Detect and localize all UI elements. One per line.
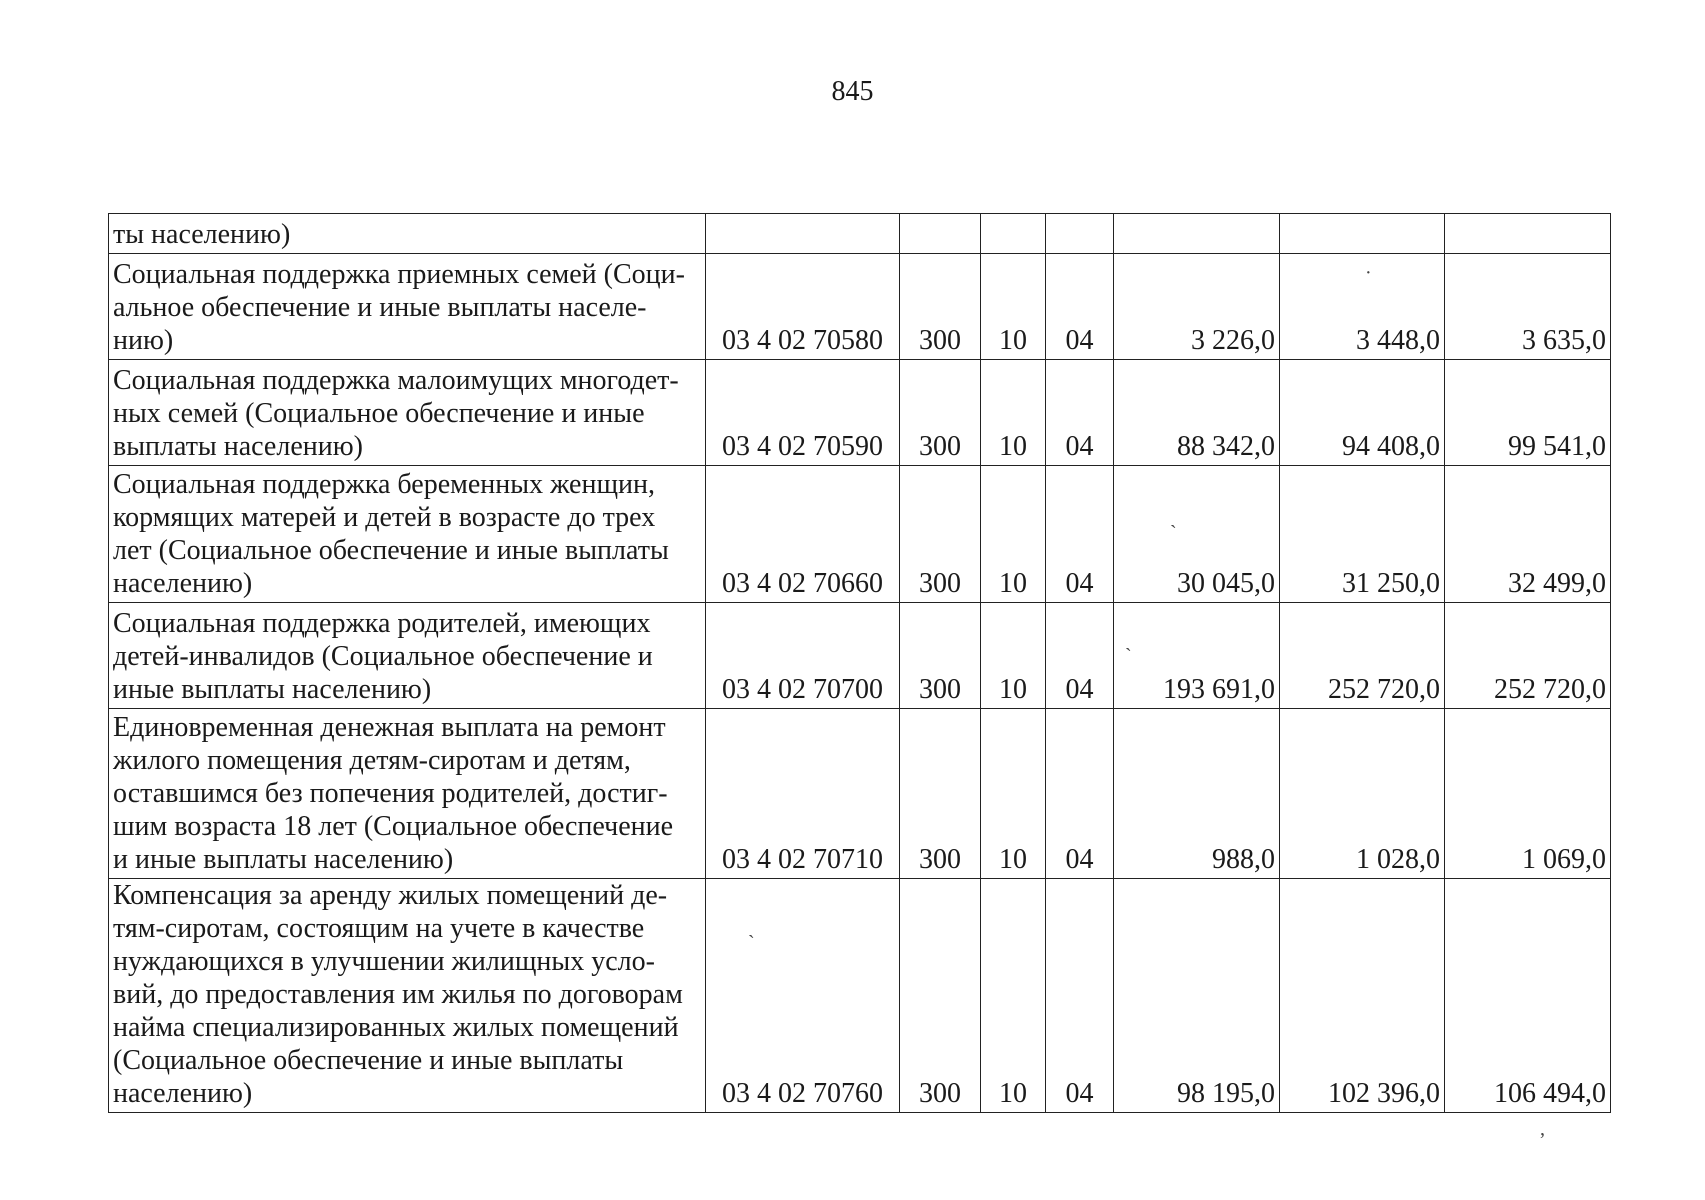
row-description: ты населению) [109,214,706,254]
row-expense-type: 300 [900,360,981,466]
table-row [109,214,1611,254]
row-amount-2: 94 408,0 [1280,360,1445,466]
row-amount-1: 30 045,0 [1114,466,1280,603]
row-subsection: 04 [1046,360,1114,466]
row-section: 10 [981,466,1046,603]
scan-speck: · [1365,262,1372,284]
row-expense-type: 300 [900,466,981,603]
row-amount-3 [1445,214,1611,254]
row-subsection: 04 [1046,254,1114,360]
table-row [109,603,1611,709]
row-subsection: 04 [1046,603,1114,709]
row-target-code: 03 4 02 70760 [706,879,900,1113]
table-row [109,879,1611,1113]
table-row [109,360,1611,466]
row-description: Единовременная денежная выплата на ремонт жилого помещения детям-сиротам и детям, оставшимся без попечения родителей, достиг- шим возраста 18 лет (Социальное обеспечение и иные выплаты населению) [109,709,706,879]
scan-speck: , [1540,1118,1545,1140]
row-amount-1: 88 342,0 [1114,360,1280,466]
row-subsection: 04 [1046,879,1114,1113]
row-subsection: 04 [1046,709,1114,879]
row-subsection: 04 [1046,466,1114,603]
table-row [109,466,1611,603]
row-amount-3: 99 541,0 [1445,360,1611,466]
row-section: 10 [981,254,1046,360]
table-row [109,254,1611,360]
row-target-code: 03 4 02 70580 [706,254,900,360]
row-description: Социальная поддержка беременных женщин, кормящих матерей и детей в возрасте до трех лет (Социальное обеспечение и иные выплаты населению) [109,466,706,603]
row-amount-3: 32 499,0 [1445,466,1611,603]
row-amount-1 [1114,214,1280,254]
scan-speck: ` [1125,645,1132,667]
row-expense-type: 300 [900,254,981,360]
scan-speck: ` [748,932,755,954]
row-amount-1: 988,0 [1114,709,1280,879]
row-amount-3: 1 069,0 [1445,709,1611,879]
row-section: 10 [981,603,1046,709]
row-description: Социальная поддержка приемных семей (Соци- альное обеспечение и иные выплаты населе- нию) [109,254,706,360]
row-amount-3: 3 635,0 [1445,254,1611,360]
budget-table [108,213,1611,1113]
row-section: 10 [981,709,1046,879]
row-description: Социальная поддержка родителей, имеющих детей-инвалидов (Социальное обеспечение и иные выплаты населению) [109,603,706,709]
row-target-code [706,214,900,254]
row-amount-3: 252 720,0 [1445,603,1611,709]
row-amount-2: 102 396,0 [1280,879,1445,1113]
row-target-code: 03 4 02 70660 [706,466,900,603]
row-subsection [1046,214,1114,254]
row-amount-2: 3 448,0 [1280,254,1445,360]
row-amount-2: 31 250,0 [1280,466,1445,603]
row-amount-1: 98 195,0 [1114,879,1280,1113]
row-description: Компенсация за аренду жилых помещений де- тям-сиротам, состоящим на учете в качестве нуждающихся в улучшении жилищных усло- вий, до предоставления им жилья по договорам найма специализированных жилых помещений (Социальное обеспечение и иные выплаты населению) [109,879,706,1113]
row-target-code: 03 4 02 70710 [706,709,900,879]
row-section: 10 [981,360,1046,466]
table-row [109,709,1611,879]
row-section: 10 [981,879,1046,1113]
row-expense-type: 300 [900,879,981,1113]
row-amount-1: 193 691,0 [1114,603,1280,709]
row-section [981,214,1046,254]
row-expense-type: 300 [900,603,981,709]
row-expense-type: 300 [900,709,981,879]
scan-speck: ` [1170,522,1177,544]
row-description: Социальная поддержка малоимущих многодет- ных семей (Социальное обеспечение и иные выплаты населению) [109,360,706,466]
row-amount-2 [1280,214,1445,254]
page-number: 845 [831,76,874,107]
row-amount-2: 1 028,0 [1280,709,1445,879]
row-target-code: 03 4 02 70700 [706,603,900,709]
row-target-code: 03 4 02 70590 [706,360,900,466]
row-amount-2: 252 720,0 [1280,603,1445,709]
row-expense-type [900,214,981,254]
row-amount-3: 106 494,0 [1445,879,1611,1113]
row-amount-1: 3 226,0 [1114,254,1280,360]
